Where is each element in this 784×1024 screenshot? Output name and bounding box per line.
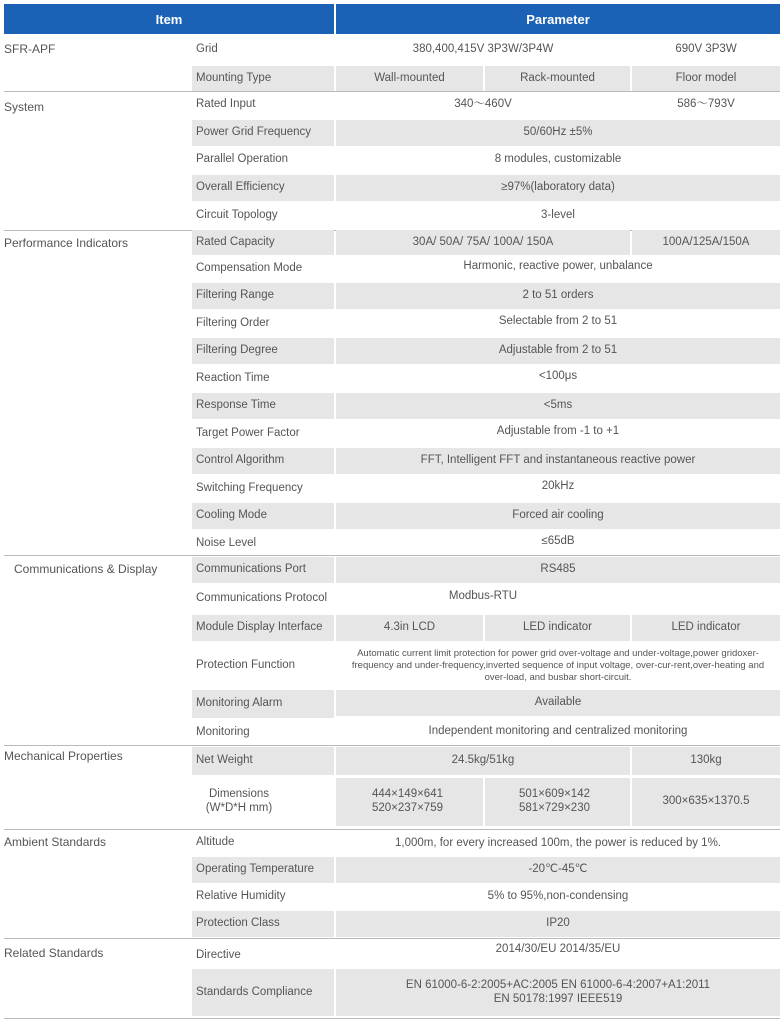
section-divider <box>4 829 780 830</box>
row-label-reaction-time: Reaction Time <box>196 372 270 385</box>
row-label-communications-protocol: Communications Protocol <box>196 592 328 605</box>
compliance-line-a: EN 61000-6-2:2005+AC:2005 EN 61000-6-4:2007+A1:2011 <box>405 978 711 991</box>
section-divider <box>4 745 780 746</box>
value-parallel-operation: 8 modules, customizable <box>494 153 622 166</box>
value-noise-level: ≤65dB <box>541 535 575 548</box>
row-label-standards-compliance: Standards Compliance <box>192 969 334 1016</box>
value-net-weight-1: 24.5kg/51kg <box>336 747 630 775</box>
row-label-rated-capacity: Rated Capacity <box>192 230 334 255</box>
value-grid-2: 690V 3P3W <box>675 43 737 56</box>
column-header-parameter: Parameter <box>336 4 780 34</box>
dimensions-label-line-2: (W*D*H mm) <box>205 802 273 814</box>
value-mounting-2: Rack-mounted <box>485 66 630 91</box>
value-target-power-factor: Adjustable from -1 to +1 <box>496 425 620 438</box>
value-standards-compliance <box>336 969 780 1016</box>
row-label-response-time: Response Time <box>192 393 334 419</box>
row-label-monitoring: Monitoring <box>196 726 250 739</box>
row-label-control-algorithm: Control Algorithm <box>192 448 334 474</box>
row-label-operating-temperature: Operating Temperature <box>192 857 334 883</box>
section-divider <box>4 555 780 556</box>
row-label-parallel-operation: Parallel Operation <box>196 153 289 166</box>
row-label-relative-humidity: Relative Humidity <box>196 890 286 903</box>
value-mounting-1: Wall-mounted <box>336 66 483 91</box>
value-communications-protocol: Modbus-RTU <box>448 590 518 603</box>
table-bottom-border <box>4 1018 780 1019</box>
value-mounting-3: Floor model <box>632 66 780 91</box>
row-label-circuit-topology: Circuit Topology <box>196 209 278 222</box>
compliance-line-b: EN 50178:1997 IEEE519 <box>493 992 623 1005</box>
value-display-2: LED indicator <box>485 615 630 641</box>
value-operating-temperature: -20℃-45℃ <box>336 857 780 883</box>
value-display-3: LED indicator <box>632 615 780 641</box>
value-compensation-mode: Harmonic, reactive power, unbalance <box>463 260 653 273</box>
value-net-weight-2: 130kg <box>632 747 780 775</box>
category-related-standards: Related Standards <box>4 946 104 960</box>
row-label-filtering-order: Filtering Order <box>196 317 270 330</box>
value-rated-input-2: 586～793V <box>677 98 735 111</box>
row-label-target-power-factor: Target Power Factor <box>196 427 300 440</box>
category-performance-indicators: Performance Indicators <box>4 236 129 250</box>
value-switching-frequency: 20kHz <box>541 480 575 493</box>
row-label-module-display-interface: Module Display Interface <box>192 615 334 641</box>
category-sfr-apf: SFR-APF <box>4 42 56 56</box>
value-filtering-range: 2 to 51 orders <box>336 283 780 309</box>
row-label-mounting-type: Mounting Type <box>192 66 334 91</box>
row-label-dimensions <box>192 778 286 826</box>
category-ambient-standards: Ambient Standards <box>4 835 107 849</box>
value-rated-capacity-2: 100A/125A/150A <box>632 230 780 255</box>
row-label-protection-function: Protection Function <box>196 659 296 672</box>
value-protection-function: Automatic current limit protection for power grid over-voltage and under-voltage,power gridoxer-frequency and under-frequency,inverted sequence of input voltage, over-cur-rent,over-heating and over-load, and busbar short-circuit. <box>351 648 765 683</box>
row-label-grid: Grid <box>196 43 218 56</box>
value-rated-capacity-1: 30A/ 50A/ 75A/ 100A/ 150A <box>336 230 630 255</box>
value-directive: 2014/30/EU 2014/35/EU <box>495 943 621 956</box>
value-control-algorithm: FFT, Intelligent FFT and instantaneous reactive power <box>336 448 780 474</box>
value-altitude: 1,000m, for every increased 100m, the power is reduced by 1%. <box>394 837 721 850</box>
dimensions-label-line-1: Dimensions <box>208 788 270 801</box>
value-rated-input-1: 340～460V <box>454 98 512 111</box>
row-label-compensation-mode: Compensation Mode <box>196 262 303 275</box>
value-cooling-mode: Forced air cooling <box>336 503 780 529</box>
row-label-noise-level: Noise Level <box>196 537 257 550</box>
value-overall-efficiency: ≥97%(laboratory data) <box>336 175 780 201</box>
row-label-altitude: Altitude <box>196 836 235 849</box>
value-dimensions-1 <box>336 778 483 826</box>
value-grid-1: 380,400,415V 3P3W/3P4W <box>412 43 554 56</box>
value-protection-class: IP20 <box>336 911 780 937</box>
row-label-filtering-degree: Filtering Degree <box>192 338 334 364</box>
column-header-item: Item <box>4 4 334 34</box>
value-circuit-topology: 3-level <box>541 209 575 222</box>
row-label-switching-frequency: Switching Frequency <box>196 482 303 495</box>
row-label-net-weight: Net Weight <box>192 747 334 775</box>
value-response-time: <5ms <box>336 393 780 419</box>
category-mechanical-properties: Mechanical Properties <box>4 749 123 763</box>
value-display-1: 4.3in LCD <box>336 615 483 641</box>
value-reaction-time: <100μs <box>538 370 578 383</box>
category-communications-display: Communications & Display <box>14 562 158 576</box>
row-label-filtering-range: Filtering Range <box>192 283 334 309</box>
dimensions-2-line-a: 501×609×142 <box>519 788 590 801</box>
value-communications-port: RS485 <box>336 557 780 583</box>
value-monitoring: Independent monitoring and centralized monitoring <box>428 725 688 738</box>
value-grid-frequency: 50/60Hz ±5% <box>336 120 780 146</box>
category-system: System <box>4 100 45 114</box>
row-label-protection-class: Protection Class <box>192 911 334 937</box>
row-label-communications-port: Communications Port <box>192 557 334 583</box>
dimensions-1-line-a: 444×149×641 <box>372 788 443 801</box>
row-label-grid-frequency: Power Grid Frequency <box>192 120 334 146</box>
value-dimensions-2 <box>485 778 630 826</box>
row-label-overall-efficiency: Overall Efficiency <box>192 175 334 201</box>
row-label-monitoring-alarm: Monitoring Alarm <box>192 690 334 718</box>
value-relative-humidity: 5% to 95%,non-condensing <box>487 890 629 903</box>
value-filtering-order: Selectable from 2 to 51 <box>498 315 618 328</box>
dimensions-2-line-b: 581×729×230 <box>519 802 590 814</box>
row-label-cooling-mode: Cooling Mode <box>192 503 334 529</box>
value-monitoring-alarm: Available <box>336 690 780 716</box>
value-dimensions-3: 300×635×1370.5 <box>632 778 780 826</box>
row-label-directive: Directive <box>196 949 241 962</box>
dimensions-1-line-b: 520×237×759 <box>372 802 443 814</box>
value-filtering-degree: Adjustable from 2 to 51 <box>336 338 780 364</box>
section-divider <box>4 91 780 92</box>
row-label-rated-input: Rated Input <box>196 98 256 111</box>
